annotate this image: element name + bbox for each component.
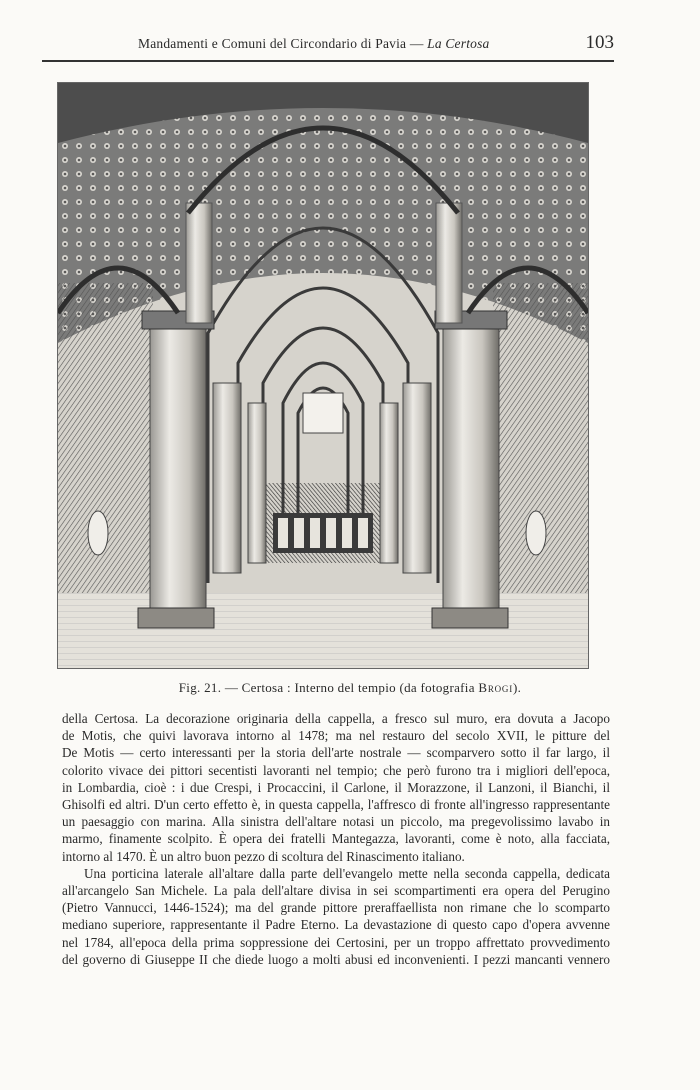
text-line: un paesaggio con marina. Alla sinistra dell'altare notasi un piccolo, ma pregevolissimo lavabo in xyxy=(62,814,610,830)
text-line: Una porticina laterale all'altare dalla parte dell'evangelo mette nella seconda cappella, dedicata xyxy=(84,865,610,881)
text-line: (Pietro Vannucci, 1446-1524); ma del grande pittore preraffaellista non rimane che lo scomparto xyxy=(62,900,610,916)
figure-engraving xyxy=(57,82,589,669)
text-line: del governo di Giuseppe II che diede luogo a molti abusi ed inconvenienti. I pezzi mancanti vennero xyxy=(62,951,610,967)
text-line: colorito vivace dei pittori secentisti lavoranti nel tempio; che però furono tra i migliori dell'epoca, xyxy=(62,762,610,778)
text-line: Ghisolfi ed altri. D'un certo effetto è, in questa cappella, l'affresco di fronte all'ingresso rappresentante xyxy=(62,797,610,813)
text-line: in Lombardia, cioè : i due Crespi, i Procaccini, il Carlone, il Morazzone, il Lanzoni, il Bianchi, il xyxy=(62,779,610,795)
text-line: intorno al 1470. È un altro buon pezzo di scoltura del Rinascimento italiano. xyxy=(62,848,465,864)
text-line: de Motis, che quivi lavorava intorno al 1478; ma nel restauro del secolo XVII, le pitture del xyxy=(62,728,610,744)
page-number: 103 xyxy=(585,32,614,53)
body-text xyxy=(62,710,610,968)
running-title-italic: La Certosa xyxy=(427,36,490,51)
paragraph-2-cont xyxy=(62,882,610,968)
text-line: mediano superiore, rappresentante il Padre Eterno. La devastazione di questo capo d'opera avvenne xyxy=(62,917,610,933)
text-line: della Certosa. La decorazione originaria della cappella, a fresco sul muro, era dovuta a Jacopo xyxy=(62,711,610,726)
paragraph-2 xyxy=(62,865,610,882)
text-line: marmo, finamente scolpito. È opera dei fratelli Mantegazza, lavoranti, come è noto, alla facciata, xyxy=(62,831,610,847)
figure-caption xyxy=(0,680,700,696)
caption-suffix: ). xyxy=(513,680,522,695)
church-interior-illustration xyxy=(58,83,588,668)
caption-credit: Brogi xyxy=(478,680,514,695)
running-head xyxy=(138,36,490,52)
paragraph-1 xyxy=(62,710,610,865)
text-line: nel 1784, all'epoca della prima soppressione dei Certosini, per un troppo affrettato provvedimento xyxy=(62,934,610,950)
header-rule xyxy=(42,60,614,62)
text-line: all'arcangelo San Michele. La pala dell'altare divisa in sei scompartimenti era opera del Perugino xyxy=(62,883,610,899)
running-title: Mandamenti e Comuni del Circondario di Pavia — xyxy=(138,36,424,51)
text-line: De Motis — certo interessanti per la storia dell'arte nostrale — scomparvero sotto il far largo, il xyxy=(62,745,610,761)
page-header xyxy=(48,34,614,56)
caption-prefix: Fig. 21. — Certosa : Interno del tempio (da fotografia xyxy=(178,680,475,695)
